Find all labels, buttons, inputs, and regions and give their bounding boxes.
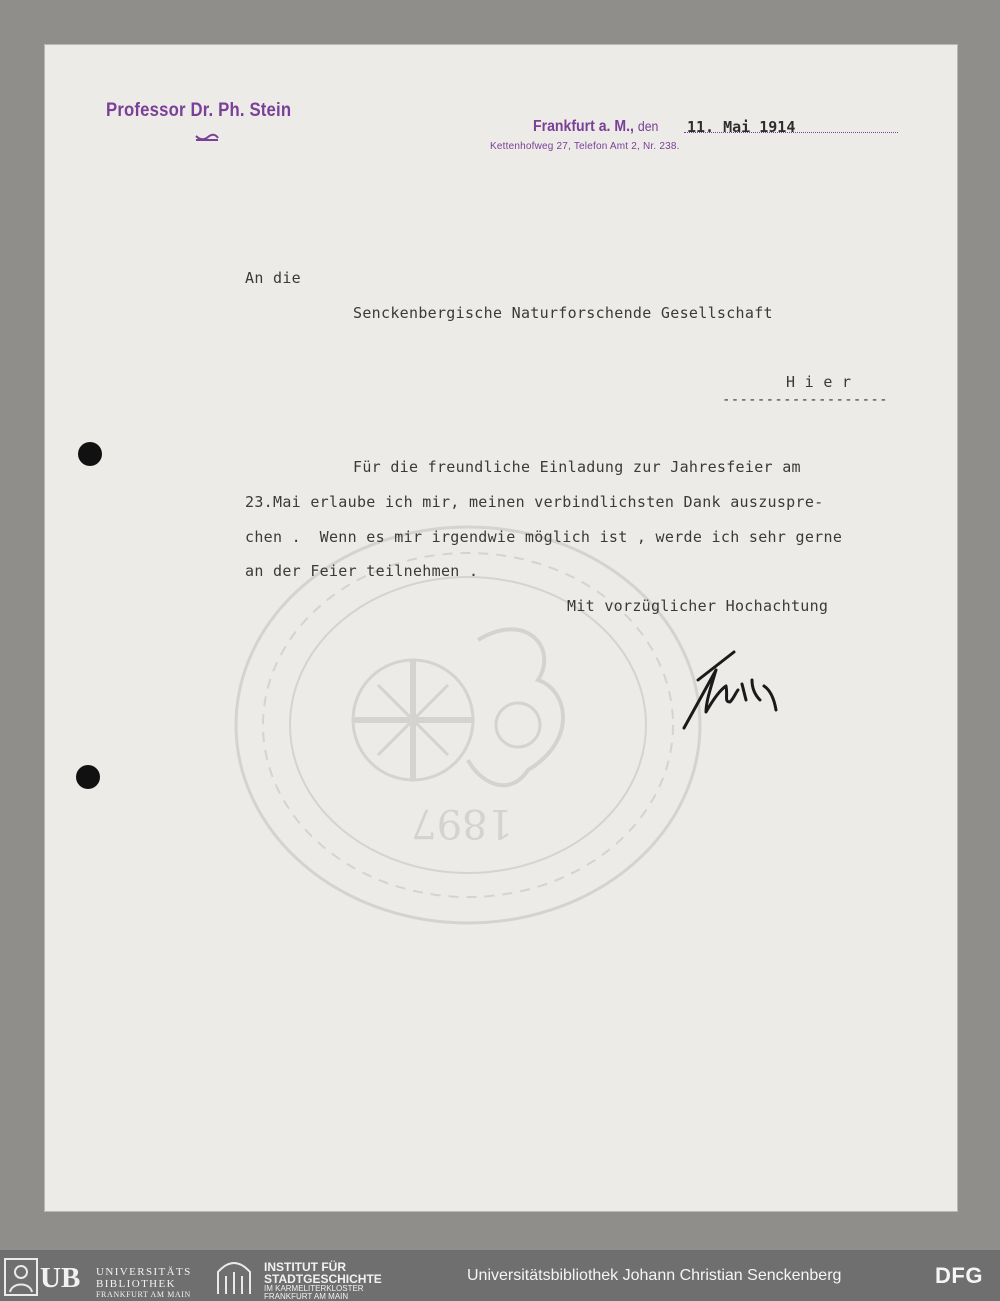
ub-logo-text: UB xyxy=(40,1262,81,1294)
ifs-line-2: STADTGESCHICHTE xyxy=(264,1272,382,1286)
salutation: An die xyxy=(245,269,301,287)
place-text: Frankfurt a. M., xyxy=(533,118,634,135)
punch-hole xyxy=(78,442,102,466)
handwritten-signature xyxy=(676,640,796,740)
ub-line-2: BIBLIOTHEK xyxy=(96,1278,176,1290)
body-line-2: 23.Mai erlaube ich mir, meinen verbindlichsten Dank auszuspre- xyxy=(245,493,824,511)
letterhead-ornament-icon xyxy=(194,132,220,144)
ifs-building-icon xyxy=(214,1258,254,1296)
letterhead-place xyxy=(533,118,658,136)
closing-text: Mit vorzüglicher Hochachtung xyxy=(567,597,829,615)
recipient-organization: Senckenbergische Naturforschende Gesellschaft xyxy=(353,304,773,322)
ifs-line-4: FRANKFURT AM MAIN xyxy=(264,1292,349,1301)
dfg-logo: DFG xyxy=(935,1263,983,1288)
ub-line-3: FRANKFURT AM MAIN xyxy=(96,1290,191,1299)
ub-portrait-icon xyxy=(4,1258,38,1296)
ifs-line-1: INSTITUT FÜR xyxy=(264,1260,346,1274)
library-name: Universitätsbibliothek Johann Christian Senckenberg xyxy=(467,1267,842,1284)
seal-year: 1897 xyxy=(411,800,513,846)
punch-hole xyxy=(76,765,100,789)
letter-date: 11. Mai 1914 xyxy=(687,118,796,136)
recipient-location: H i e r xyxy=(786,373,852,391)
body-line-4: an der Feier teilnehmen . xyxy=(245,562,479,580)
letterhead-address: Kettenhofweg 27, Telefon Amt 2, Nr. 238. xyxy=(490,141,680,152)
den-text: den xyxy=(637,118,659,134)
ub-line-1: UNIVERSITÄTS xyxy=(96,1266,192,1278)
seal-stamp xyxy=(228,520,708,930)
location-underline: ------------------- xyxy=(722,392,888,408)
letterhead-name: Professor Dr. Ph. Stein xyxy=(106,100,292,121)
body-line-3: chen . Wenn es mir irgendwie möglich ist , werde ich sehr gerne xyxy=(245,528,843,546)
body-line-1: Für die freundliche Einladung zur Jahresfeier am xyxy=(353,458,801,476)
ifs-line-3: IM KARMELITERKLOSTER xyxy=(264,1284,364,1293)
